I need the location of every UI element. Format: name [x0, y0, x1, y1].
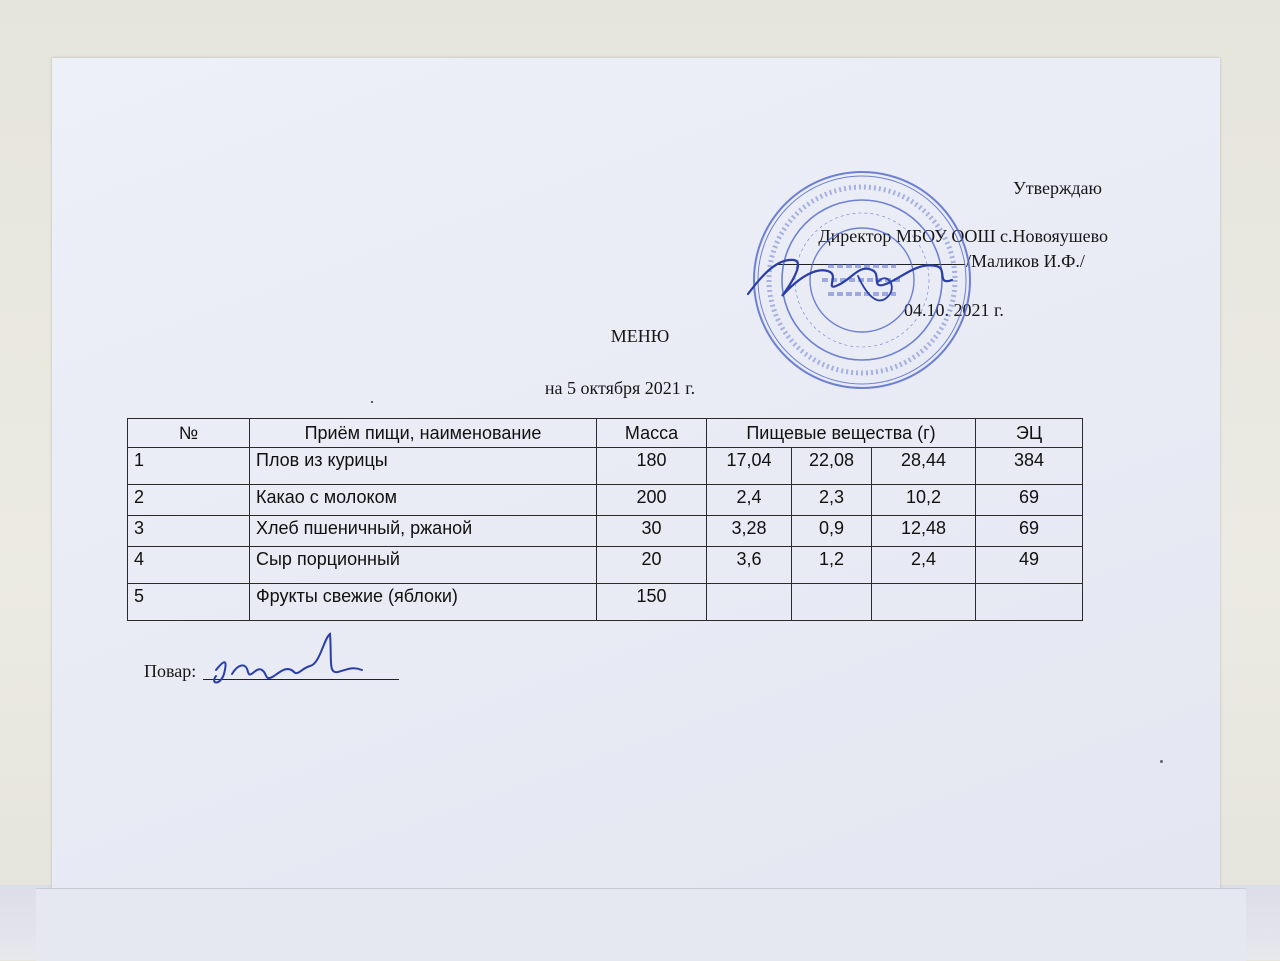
energy-value — [976, 584, 1083, 621]
energy-value: 69 — [976, 516, 1083, 547]
lower-paper-sheet — [36, 888, 1246, 961]
ink-speck — [1160, 760, 1163, 763]
dish-mass: 150 — [597, 584, 707, 621]
nutrient-1 — [707, 584, 792, 621]
nutrient-3: 28,44 — [872, 448, 976, 485]
header-energy: ЭЦ — [976, 419, 1083, 448]
dish-name: Сыр порционный — [250, 547, 597, 584]
row-number: 1 — [128, 448, 250, 485]
approval-date: 04.10. 2021 г. — [904, 300, 1004, 320]
dish-name: Плов из курицы — [250, 448, 597, 485]
cook-label: Повар: — [144, 661, 197, 681]
header-name: Приём пищи, наименование — [250, 419, 597, 448]
dish-mass: 200 — [597, 485, 707, 516]
header-mass: Масса — [597, 419, 707, 448]
nutrient-1: 3,6 — [707, 547, 792, 584]
nutrient-1: 17,04 — [707, 448, 792, 485]
table-row — [128, 584, 1083, 621]
table-row — [128, 547, 1083, 584]
table-row — [128, 448, 1083, 485]
dish-name: Хлеб пшеничный, ржаной — [250, 516, 597, 547]
nutrient-1: 2,4 — [707, 485, 792, 516]
director-signature — [740, 236, 970, 316]
dish-name: Фрукты свежие (яблоки) — [250, 584, 597, 621]
director-name: /Маликов И.Ф./ — [966, 251, 1085, 271]
header-number: № — [128, 419, 250, 448]
table-header-row — [128, 419, 1083, 448]
row-number: 4 — [128, 547, 250, 584]
nutrient-3 — [872, 584, 976, 621]
nutrient-2: 0,9 — [792, 516, 872, 547]
dish-mass: 180 — [597, 448, 707, 485]
dish-name: Какао с молоком — [250, 485, 597, 516]
approve-label: Утверждаю — [1012, 178, 1102, 198]
nutrient-2: 2,3 — [792, 485, 872, 516]
nutrient-3: 10,2 — [872, 485, 976, 516]
energy-value: 49 — [976, 547, 1083, 584]
energy-value: 69 — [976, 485, 1083, 516]
director-title: Директор МБОУ ООШ с.Новояушево — [818, 226, 1108, 246]
nutrient-3: 12,48 — [872, 516, 976, 547]
header-nutrients: Пищевые вещества (г) — [707, 419, 976, 448]
document-title: МЕНЮ — [610, 326, 670, 346]
dish-mass: 30 — [597, 516, 707, 547]
nutrient-2 — [792, 584, 872, 621]
row-number: 3 — [128, 516, 250, 547]
menu-table — [127, 418, 1083, 621]
dish-mass: 20 — [597, 547, 707, 584]
nutrient-3: 2,4 — [872, 547, 976, 584]
ink-dot — [371, 401, 373, 403]
cook-signature — [198, 630, 368, 700]
nutrient-2: 1,2 — [792, 547, 872, 584]
nutrient-2: 22,08 — [792, 448, 872, 485]
nutrient-1: 3,28 — [707, 516, 792, 547]
table-row — [128, 516, 1083, 547]
energy-value: 384 — [976, 448, 1083, 485]
row-number: 2 — [128, 485, 250, 516]
document-subtitle: на 5 октября 2021 г. — [544, 378, 696, 398]
row-number: 5 — [128, 584, 250, 621]
table-row — [128, 485, 1083, 516]
